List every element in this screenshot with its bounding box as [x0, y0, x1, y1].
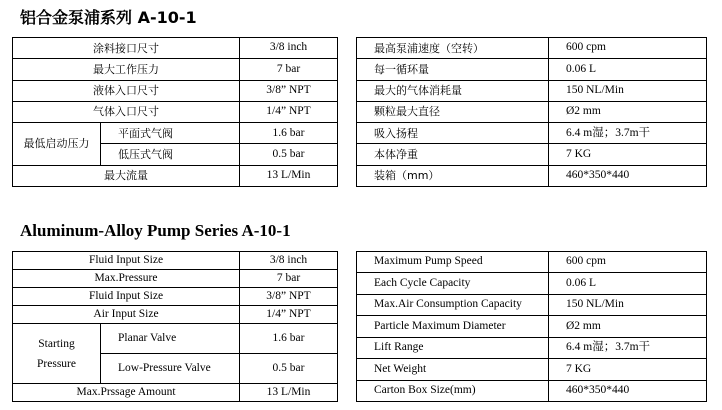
spec-label: Particle Maximum Diameter [357, 316, 549, 337]
spec-value: Ø2 mm [549, 101, 707, 122]
spec-label: Lift Range [357, 337, 549, 358]
spec-value: Ø2 mm [549, 316, 707, 337]
chinese-title: 铝合金泵浦系列 A-10-1 [20, 8, 197, 27]
spec-value: 600 cpm [549, 38, 707, 59]
table-row [13, 270, 338, 288]
group-label-line-1: Starting [38, 337, 75, 350]
spec-value: 6.4 m湿；3.7m干 [549, 123, 707, 144]
table-row [13, 59, 338, 80]
spec-label: Fluid Input Size [13, 288, 240, 306]
spec-value: 0.5 bar [240, 354, 338, 384]
spec-value: 13 L/Min [240, 383, 338, 401]
spec-value: 150 NL/Min [549, 294, 707, 315]
spec-value: 13 L/Min [240, 165, 338, 186]
table-row [357, 165, 707, 186]
spec-value: 7 bar [240, 59, 338, 80]
spec-label: Each Cycle Capacity [357, 273, 549, 294]
table-row [13, 383, 338, 401]
table-row [357, 101, 707, 122]
cn-spec-table-left [12, 37, 338, 187]
table-row [13, 288, 338, 306]
table-row [357, 80, 707, 101]
table-row [357, 273, 707, 294]
table-row [357, 337, 707, 358]
table-row [357, 316, 707, 337]
spec-label: 最高泵浦速度（空转） [357, 38, 549, 59]
spec-value: 0.06 L [549, 59, 707, 80]
group-label-line-2: Pressure [37, 357, 76, 370]
spec-value: 3/8 inch [240, 252, 338, 270]
spec-label: Net Weight [357, 359, 549, 380]
table-row [357, 359, 707, 380]
spec-value: 150 NL/Min [549, 80, 707, 101]
spec-label: 涂料接口尺寸 [13, 38, 240, 59]
spec-value: 3/8” NPT [240, 288, 338, 306]
table-row [13, 306, 338, 324]
spec-label: 吸入扬程 [357, 123, 549, 144]
spec-value: 1/4” NPT [240, 101, 338, 122]
spec-label: 最大的气体消耗量 [357, 80, 549, 101]
spec-label: 气体入口尺寸 [13, 101, 240, 122]
spec-label: Fluid Input Size [13, 252, 240, 270]
table-row [357, 123, 707, 144]
table-row [357, 252, 707, 273]
spec-label: Maximum Pump Speed [357, 252, 549, 273]
spec-value: 460*350*440 [549, 165, 707, 186]
spec-label: 每一循环量 [357, 59, 549, 80]
spec-value: 1/4” NPT [240, 306, 338, 324]
english-title: Aluminum-Alloy Pump Series A-10-1 [20, 221, 291, 240]
spec-value: 0.5 bar [240, 144, 338, 165]
spec-value: 6.4 m湿；3.7m干 [549, 337, 707, 358]
spec-value: 3/8” NPT [240, 80, 338, 101]
table-row [13, 38, 338, 59]
spec-label: 最大流量 [13, 165, 240, 186]
table-row [357, 144, 707, 165]
spec-value: 3/8 inch [240, 38, 338, 59]
table-row [13, 80, 338, 101]
table-row [357, 59, 707, 80]
spec-label: Low-Pressure Valve [101, 354, 240, 384]
table-row [13, 123, 338, 144]
table-row [13, 101, 338, 122]
spec-value: 0.06 L [549, 273, 707, 294]
spec-value: 7 KG [549, 144, 707, 165]
spec-label: Planar Valve [101, 324, 240, 354]
spec-label: 颗粒最大直径 [357, 101, 549, 122]
spec-value: 7 bar [240, 270, 338, 288]
spec-label: 最大工作压力 [13, 59, 240, 80]
table-row [357, 38, 707, 59]
group-label: 最低启动压力 [13, 123, 101, 166]
spec-label: 液体入口尺寸 [13, 80, 240, 101]
table-row [13, 324, 338, 354]
spec-value: 1.6 bar [240, 324, 338, 354]
group-label [13, 324, 101, 383]
spec-label: Max.Prssage Amount [13, 383, 240, 401]
spec-label: Max.Air Consumption Capacity [357, 294, 549, 315]
spec-value: 7 KG [549, 359, 707, 380]
spec-label: 装箱（mm） [357, 165, 549, 186]
table-row [357, 294, 707, 315]
spec-label: 平面式气阀 [101, 123, 240, 144]
table-row [13, 165, 338, 186]
table-row [357, 380, 707, 401]
spec-value: 1.6 bar [240, 123, 338, 144]
spec-value: 460*350*440 [549, 380, 707, 401]
en-spec-table-right [356, 251, 707, 402]
spec-label: 本体净重 [357, 144, 549, 165]
spec-label: Air Input Size [13, 306, 240, 324]
spec-label: Carton Box Size(mm) [357, 380, 549, 401]
en-spec-table-left [12, 251, 338, 402]
spec-label: Max.Pressure [13, 270, 240, 288]
cn-spec-table-right [356, 37, 707, 187]
spec-value: 600 cpm [549, 252, 707, 273]
table-row [13, 252, 338, 270]
spec-label: 低压式气阀 [101, 144, 240, 165]
